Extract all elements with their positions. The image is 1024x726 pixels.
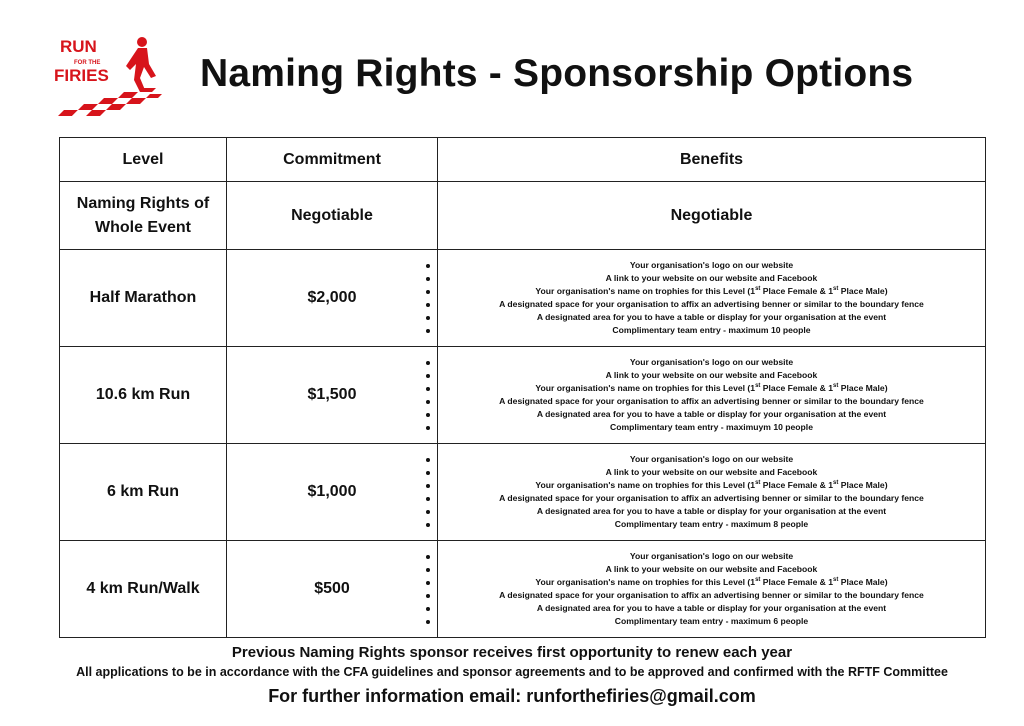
commitment-cell: $2,000 bbox=[227, 250, 438, 347]
renewal-note: Previous Naming Rights sponsor receives first opportunity to renew each year bbox=[231, 644, 793, 661]
table-row-10-6-km-run bbox=[60, 347, 986, 444]
logo-text-for-the: FOR THE bbox=[74, 60, 101, 66]
ordinal-suffix: st bbox=[833, 577, 839, 584]
benefit-item: Complimentary team entry - maximum 8 people bbox=[438, 518, 985, 531]
table-header-row bbox=[60, 138, 986, 182]
level-cell: 6 km Run bbox=[60, 444, 227, 541]
benefit-item: A link to your website on our website and Facebook bbox=[438, 563, 985, 576]
benefit-text: Place Female & 1 bbox=[760, 480, 834, 490]
benefit-text: Your organisation's name on trophies for this Level (1 bbox=[535, 577, 756, 587]
benefits-cell bbox=[438, 347, 986, 444]
benefit-item: A designated space for your organisation to affix an advertising benner or similar to the boundary fence bbox=[438, 589, 985, 602]
applications-note: All applications to be in accordance with the CFA guidelines and sponsor agreements and to be approved and confirmed with the RFTF Committee bbox=[76, 665, 948, 679]
benefit-text: Your organisation's name on trophies for this Level (1 bbox=[535, 286, 756, 296]
logo-text-firies: FIRIES bbox=[54, 66, 109, 85]
benefit-item bbox=[438, 479, 985, 492]
commitment-cell: $1,000 bbox=[227, 444, 438, 541]
benefit-item: A link to your website on our website and Facebook bbox=[438, 369, 985, 382]
table-row-4-km-run-walk bbox=[60, 541, 986, 638]
benefit-text: Place Male) bbox=[838, 383, 888, 393]
ordinal-suffix: st bbox=[833, 480, 839, 487]
benefit-item: A designated area for you to have a table or display for your organisation at the event bbox=[438, 311, 985, 324]
benefit-item: A designated space for your organisation to affix an advertising benner or similar to the boundary fence bbox=[438, 492, 985, 505]
benefit-item: A link to your website on our website and Facebook bbox=[438, 272, 985, 285]
benefit-item: Complimentary team entry - maximum 10 people bbox=[438, 324, 985, 337]
level-cell: 10.6 km Run bbox=[60, 347, 227, 444]
commitment-cell: Negotiable bbox=[227, 182, 438, 250]
benefit-text: Your organisation's name on trophies for this Level (1 bbox=[535, 480, 756, 490]
benefits-cell bbox=[438, 541, 986, 638]
benefit-item bbox=[438, 576, 985, 589]
benefit-text: Your organisation's name on trophies for this Level (1 bbox=[535, 383, 756, 393]
benefit-text: Place Male) bbox=[838, 480, 888, 490]
benefit-item: A designated area for you to have a table or display for your organisation at the event bbox=[438, 602, 985, 615]
header-benefits: Benefits bbox=[438, 138, 986, 182]
header-level: Level bbox=[60, 138, 227, 182]
benefit-item: A link to your website on our website and Facebook bbox=[438, 466, 985, 479]
benefit-text: Place Female & 1 bbox=[760, 383, 834, 393]
header-commitment: Commitment bbox=[227, 138, 438, 182]
ordinal-suffix: st bbox=[755, 480, 761, 487]
benefit-item: A designated space for your organisation to affix an advertising benner or similar to the boundary fence bbox=[438, 298, 985, 311]
benefit-item: A designated area for you to have a table or display for your organisation at the event bbox=[438, 408, 985, 421]
benefits-cell bbox=[438, 250, 986, 347]
table-row-naming-rights bbox=[60, 182, 986, 250]
commitment-cell: $500 bbox=[227, 541, 438, 638]
benefit-item: Your organisation's logo on our website bbox=[438, 453, 985, 466]
benefit-item: Your organisation's logo on our website bbox=[438, 259, 985, 272]
ordinal-suffix: st bbox=[755, 577, 761, 584]
benefit-item bbox=[438, 285, 985, 298]
ordinal-suffix: st bbox=[755, 383, 761, 390]
contact-email-line: For further information email: runforthefiries@gmail.com bbox=[268, 686, 756, 706]
level-cell: Naming Rights of Whole Event bbox=[60, 182, 227, 250]
level-cell: 4 km Run/Walk bbox=[60, 541, 227, 638]
ordinal-suffix: st bbox=[755, 286, 761, 293]
benefit-text: Place Male) bbox=[838, 286, 888, 296]
sponsorship-table bbox=[59, 137, 986, 638]
benefit-item: A designated space for your organisation to affix an advertising benner or similar to the boundary fence bbox=[438, 395, 985, 408]
table-row-6-km-run bbox=[60, 444, 986, 541]
ordinal-suffix: st bbox=[833, 286, 839, 293]
commitment-cell: $1,500 bbox=[227, 347, 438, 444]
page-title: Naming Rights - Sponsorship Options bbox=[200, 52, 914, 95]
benefit-item: Your organisation's logo on our website bbox=[438, 356, 985, 369]
ordinal-suffix: st bbox=[833, 383, 839, 390]
logo-text-run: RUN bbox=[60, 37, 97, 56]
benefits-list bbox=[438, 259, 985, 337]
benefit-item bbox=[438, 382, 985, 395]
benefit-item: A designated area for you to have a table or display for your organisation at the event bbox=[438, 505, 985, 518]
benefit-item: Complimentary team entry - maximuym 10 people bbox=[438, 421, 985, 434]
run-for-the-firies-logo bbox=[52, 34, 166, 120]
benefits-list bbox=[438, 356, 985, 434]
benefits-cell: Negotiable bbox=[438, 182, 986, 250]
benefit-item: Complimentary team entry - maximum 6 people bbox=[438, 615, 985, 628]
benefit-item: Your organisation's logo on our website bbox=[438, 550, 985, 563]
level-cell: Half Marathon bbox=[60, 250, 227, 347]
benefit-text: Place Male) bbox=[838, 577, 888, 587]
benefit-text: Place Female & 1 bbox=[760, 286, 834, 296]
benefit-text: Place Female & 1 bbox=[760, 577, 834, 587]
benefits-list bbox=[438, 550, 985, 628]
table-row-half-marathon bbox=[60, 250, 986, 347]
benefits-cell bbox=[438, 444, 986, 541]
benefits-list bbox=[438, 453, 985, 531]
